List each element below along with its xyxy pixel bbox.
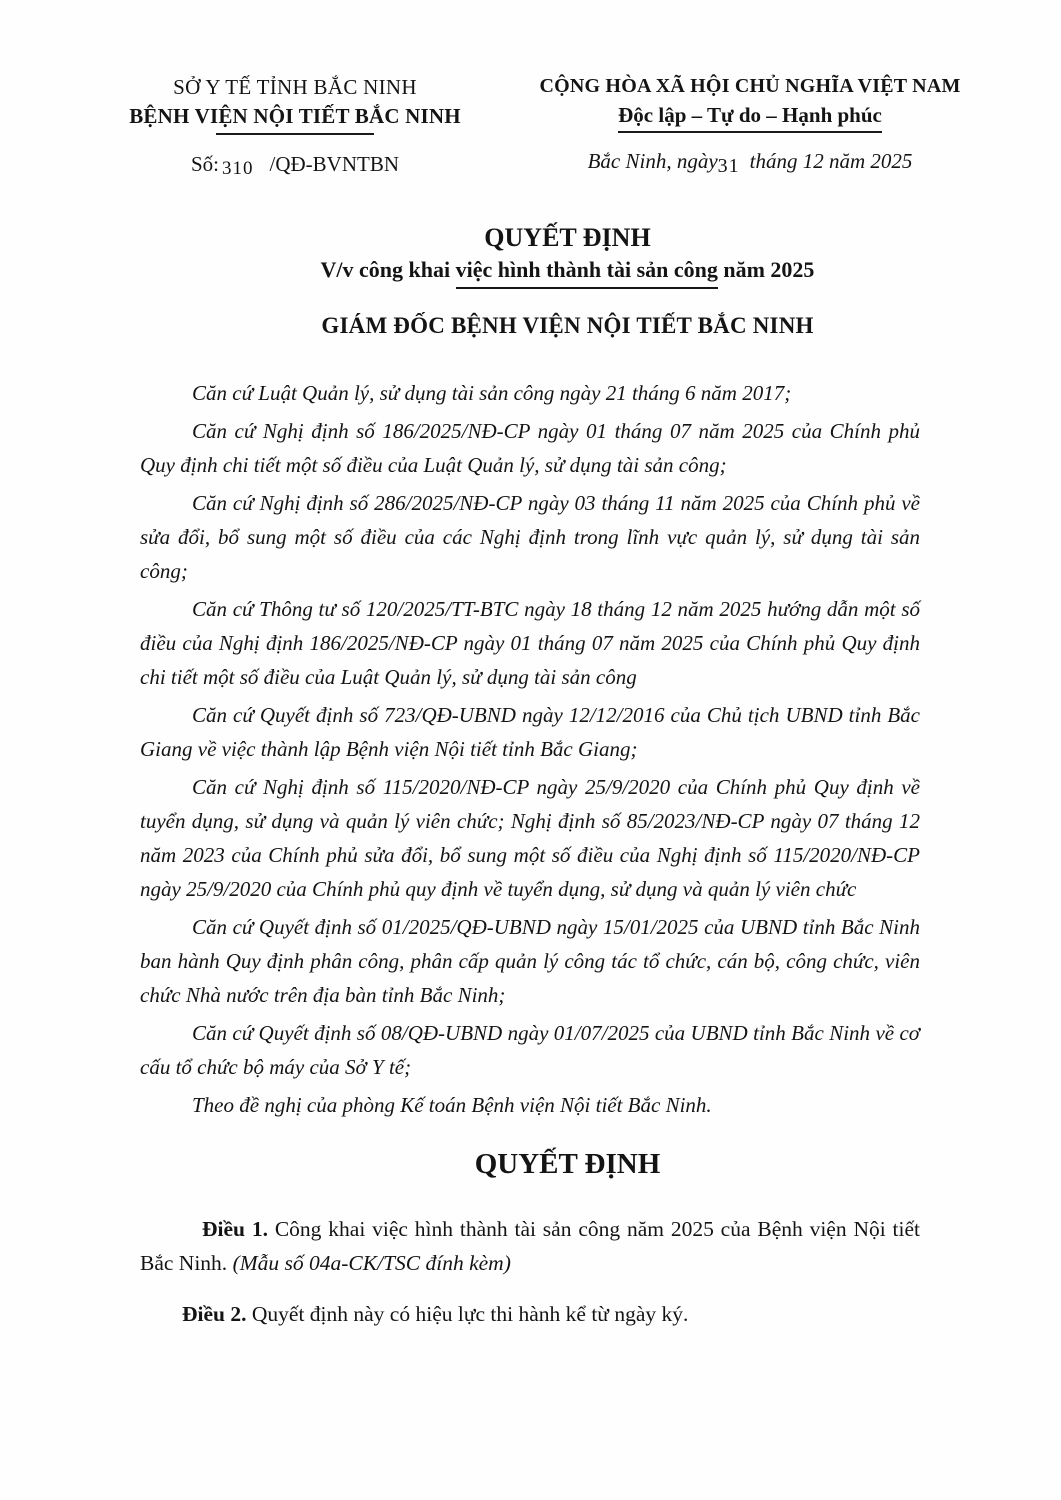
legal-citations — [0, 376, 1061, 1122]
country-name: CỘNG HÒA XÃ HỘI CHỦ NGHĨA VIỆT NAM — [539, 75, 961, 97]
document-header — [0, 0, 1061, 177]
document-number-value: 310 — [222, 158, 254, 179]
national-motto-text: Độc lập – Tự do – Hạnh phúc — [618, 103, 882, 133]
document-subject — [74, 257, 1061, 283]
issuer-title: GIÁM ĐỐC BỆNH VIỆN NỘI TIẾT BẮC NINH — [321, 313, 814, 338]
article-1-text: Công khai việc hình thành tài sản công năm 2025 của Bệnh viện Nội tiết Bắc Ninh. — [140, 1217, 921, 1275]
article-1-note: (Mẫu số 04a-CK/TSC đính kèm) — [232, 1251, 511, 1275]
issuing-org-block — [115, 75, 475, 177]
org-name: BỆNH VIỆN NỘI TIẾT BẮC NINH — [129, 104, 461, 128]
document-number-label: Số: — [190, 152, 219, 176]
document-title: QUYẾT ĐỊNH — [484, 223, 651, 252]
citation-paragraph: Theo đề nghị của phòng Kế toán Bệnh viện Nội tiết Bắc Ninh. — [192, 1093, 712, 1117]
article-2 — [140, 1297, 920, 1331]
citation-paragraph: Căn cứ Thông tư số 120/2025/TT-BTC ngày 18 tháng 12 năm 2025 hướng dẫn một số điều của Nghị định 186/2025/NĐ-CP ngày 01 tháng 07 năm 2025 của Chính phủ Quy định chi tiết một số điều của Luật Quản lý, sử dụng tài sản công — [140, 597, 920, 689]
national-motto-block — [490, 75, 1010, 177]
title-block — [0, 223, 1061, 339]
citation-paragraph: Căn cứ Quyết định số 723/QĐ-UBND ngày 12/12/2016 của Chủ tịch UBND tỉnh Bắc Giang về việc thành lập Bệnh viện Nội tiết tỉnh Bắc Giang; — [140, 703, 920, 761]
citation-paragraph: Căn cứ Luật Quản lý, sử dụng tài sản công ngày 21 tháng 6 năm 2017; — [192, 381, 792, 405]
subject-suffix: năm 2025 — [717, 257, 815, 282]
citation-paragraph: Căn cứ Nghị định số 286/2025/NĐ-CP ngày 03 tháng 11 năm 2025 của Chính phủ về sửa đổi, bổ sung một số điều của các Nghị định trong lĩnh vực quản lý, sử dụng tài sản công; — [140, 491, 920, 583]
place-and-date — [490, 149, 1010, 177]
resolution-heading: QUYẾT ĐỊNH — [474, 1148, 661, 1180]
document-number — [115, 152, 475, 177]
parent-org-name: SỞ Y TẾ TỈNH BẮC NINH — [173, 75, 417, 99]
subject-prefix: V/v công khai — [320, 257, 456, 282]
subject-underlined-part: việc hình thành tài sản công — [456, 257, 718, 289]
date-day-value: 31 — [717, 155, 740, 177]
citation-paragraph: Căn cứ Quyết định số 01/2025/QĐ-UBND ngày 15/01/2025 của UBND tỉnh Bắc Ninh ban hành Quy định phân công, phân cấp quản lý công tác tổ chức, cán bộ, công chức, viên chức Nhà nước trên địa bàn tỉnh Bắc Ninh; — [140, 915, 920, 1007]
org-name-separator-line — [216, 133, 374, 135]
place-date-prefix: Bắc Ninh, ngày — [587, 149, 718, 173]
date-suffix: tháng 12 năm 2025 — [749, 149, 913, 173]
document-number-suffix: /QĐ-BVNTBN — [269, 152, 399, 176]
citation-paragraph: Căn cứ Nghị định số 186/2025/NĐ-CP ngày 01 tháng 07 năm 2025 của Chính phủ Quy định chi tiết một số điều của Luật Quản lý, sử dụng tài sản công; — [140, 419, 920, 477]
article-1 — [140, 1212, 920, 1280]
articles-block — [0, 1212, 1061, 1331]
article-1-label: Điều 1. — [202, 1217, 268, 1241]
citation-paragraph: Căn cứ Quyết định số 08/QĐ-UBND ngày 01/07/2025 của UBND tỉnh Bắc Ninh về cơ cấu tổ chức bộ máy của Sở Y tế; — [140, 1021, 920, 1079]
citation-paragraph: Căn cứ Nghị định số 115/2020/NĐ-CP ngày 25/9/2020 của Chính phủ Quy định về tuyển dụng, sử dụng và quản lý viên chức; Nghị định số 85/2023/NĐ-CP ngày 07 tháng 12 năm 2023 của Chính phủ sửa đổi, bổ sung một số điều của Nghị định số 115/2020/NĐ-CP ngày 25/9/2020 của Chính phủ quy định về tuyển dụng, sử dụng và quản lý viên chức — [140, 775, 920, 901]
article-2-label: Điều 2. — [182, 1302, 247, 1326]
article-2-text: Quyết định này có hiệu lực thi hành kể từ ngày ký. — [246, 1302, 689, 1326]
national-motto — [490, 103, 1010, 133]
